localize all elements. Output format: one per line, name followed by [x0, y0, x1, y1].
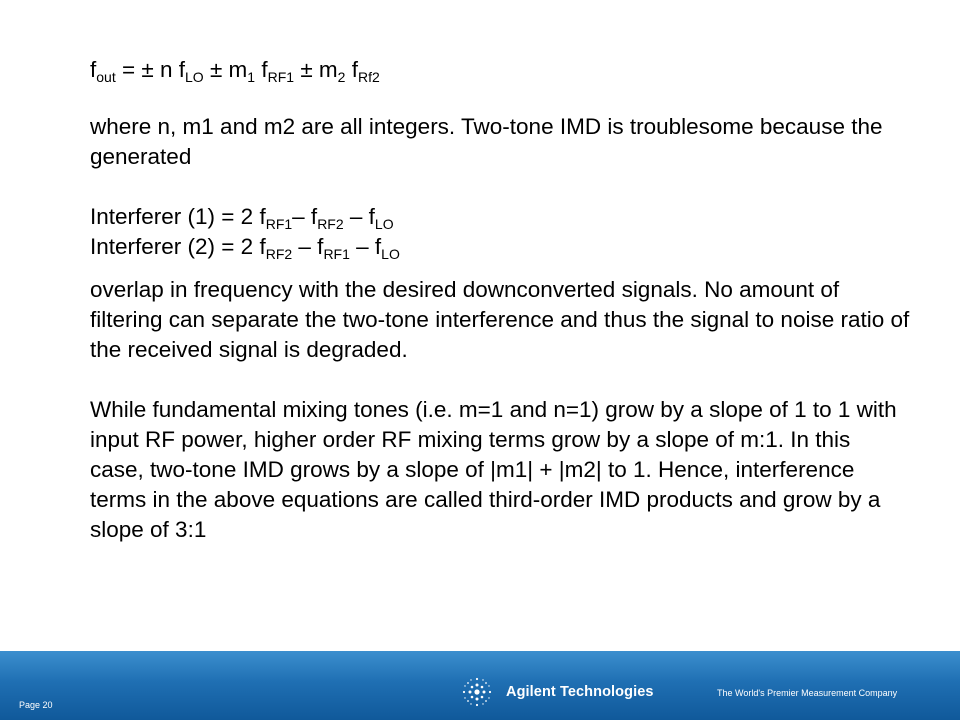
- logo-text: Agilent Technologies: [506, 684, 654, 700]
- agilent-logo: [460, 674, 660, 710]
- page-number: Page 20: [19, 700, 53, 710]
- formula-f-lo: f: [178, 57, 186, 82]
- slide-body: [90, 55, 910, 545]
- int1-mid: – f: [292, 204, 318, 229]
- int1-lead: Interferer (1) = 2 f: [90, 204, 266, 229]
- formula-sub-out: out: [96, 69, 116, 85]
- interferer-2-equation: [90, 232, 910, 262]
- int1-sub-rf2: RF2: [317, 216, 344, 232]
- formula-sub-lo: LO: [185, 69, 204, 85]
- formula-pm-m1: ± m: [203, 57, 248, 82]
- int2-end: – f: [349, 234, 382, 259]
- where-paragraph: where n, m1 and m2 are all integers. Two-tone IMD is troublesome because the generated: [90, 114, 883, 169]
- formula-sub-2: 2: [337, 69, 346, 85]
- overlap-paragraph: overlap in frequency with the desired downconverted signals. No amount of filtering can separate the two-tone interference and thus the signal to noise ratio of the received signal is degraded.: [90, 277, 910, 362]
- company-tagline: The World's Premier Measurement Company: [717, 688, 898, 698]
- footer-bar: [0, 651, 960, 720]
- formula-sub-rf1: RF1: [267, 69, 295, 85]
- mixing-formula: [90, 55, 910, 85]
- formula-sub-rf2: Rf2: [357, 69, 380, 85]
- formula-sub-1: 1: [247, 69, 256, 85]
- int2-sub-lo: LO: [381, 246, 400, 262]
- interferer-1-equation: [90, 202, 910, 232]
- fundamental-paragraph: While fundamental mixing tones (i.e. m=1 and n=1) grow by a slope of 1 to 1 with input RF power, higher order RF mixing terms grow by a slope of m:1. In this case, two-tone IMD grows by a slope of |m1| + |m2| to 1. Hence, interference terms in the above equations are called third-order IMD products and grow by a slope of 3:1: [90, 397, 897, 542]
- int2-mid: – f: [292, 234, 324, 259]
- formula-pm-m2: ± m: [294, 57, 338, 82]
- formula-f: f: [90, 57, 97, 82]
- formula-f-rf1: f: [255, 57, 268, 82]
- int1-sub-rf1: RF1: [265, 216, 293, 232]
- formula-f-rf2: f: [345, 57, 358, 82]
- formula-eq: = ± n: [115, 57, 179, 82]
- int2-sub-rf2: RF2: [265, 246, 293, 262]
- int1-sub-lo: LO: [374, 216, 394, 232]
- agilent-spark-icon: [460, 675, 494, 709]
- int1-end: – f: [343, 204, 375, 229]
- int2-sub-rf1: RF1: [323, 246, 350, 262]
- int2-lead: Interferer (2) = 2 f: [90, 234, 266, 259]
